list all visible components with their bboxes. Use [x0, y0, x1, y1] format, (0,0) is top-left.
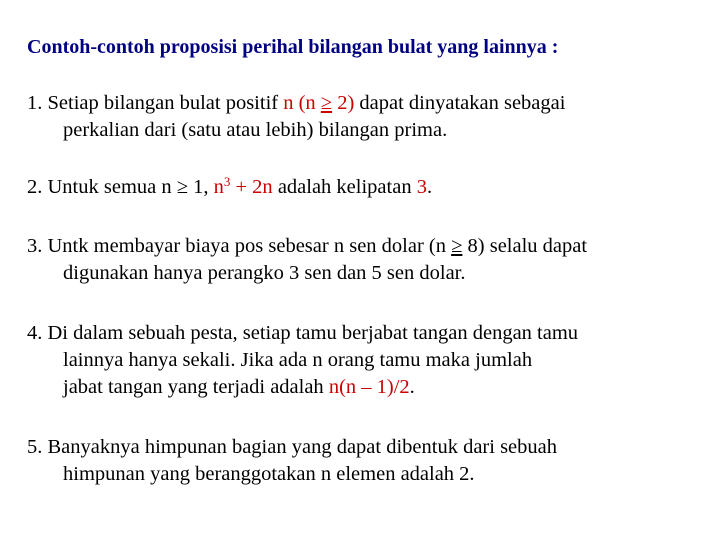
prop3-line-2: digunakan hanya perangko 3 sen dan 5 sen dolar. — [63, 262, 466, 284]
prop1-highlight-n: n (n — [283, 92, 321, 114]
proposition-2 — [27, 174, 432, 201]
prop5-line-1: 5. Banyaknya himpunan bagian yang dapat dibentuk dari sebuah — [27, 436, 558, 458]
prop1-line-2: perkalian dari (satu atau lebih) bilangan prima. — [63, 119, 448, 141]
proposition-1 — [27, 90, 565, 144]
prop2-expr-n: n — [213, 176, 224, 198]
prop1-highlight-end: 2) — [332, 92, 355, 114]
prop3-text-end: 8) selalu dapat — [462, 235, 588, 257]
prop2-multiple: 3 — [416, 176, 427, 198]
prop4-line-1: 4. Di dalam sebuah pesta, setiap tamu berjabat tangan dengan tamu — [27, 322, 579, 344]
prop4-line-3 — [27, 374, 578, 401]
prop2-text-mid: adalah kelipatan — [272, 176, 417, 198]
proposition-5 — [27, 434, 557, 488]
prop5-line-2: himpunan yang beranggotakan n elemen adalah 2. — [63, 463, 475, 485]
prop1-geq-symbol: ≥ — [320, 92, 333, 114]
prop2-exponent: 3 — [223, 174, 231, 189]
proposition-3 — [27, 233, 587, 287]
slide-title: Contoh-contoh proposisi perihal bilangan bulat yang lainnya : — [27, 36, 559, 58]
prop4-period: . — [409, 376, 415, 398]
prop2-period: . — [426, 176, 433, 198]
prop4-line-3-text: jabat tangan yang terjadi adalah — [63, 376, 329, 398]
prop4-line-2: lainnya hanya sekali. Jika ada n orang tamu maka jumlah — [63, 349, 533, 371]
prop1-text-end: dapat dinyatakan sebagai — [354, 92, 566, 114]
prop3-text-start: 3. Untk membayar biaya pos sebesar n sen dolar (n — [27, 235, 452, 257]
prop1-text-start: 1. Setiap bilangan bulat positif — [27, 92, 284, 114]
prop4-formula: n(n – 1)/2 — [328, 376, 410, 398]
prop2-text-start: 2. Untuk semua n ≥ 1, — [27, 176, 214, 198]
proposition-4 — [27, 320, 578, 401]
prop3-geq-symbol: ≥ — [451, 235, 463, 257]
prop2-expr-rest: + 2n — [230, 176, 273, 198]
